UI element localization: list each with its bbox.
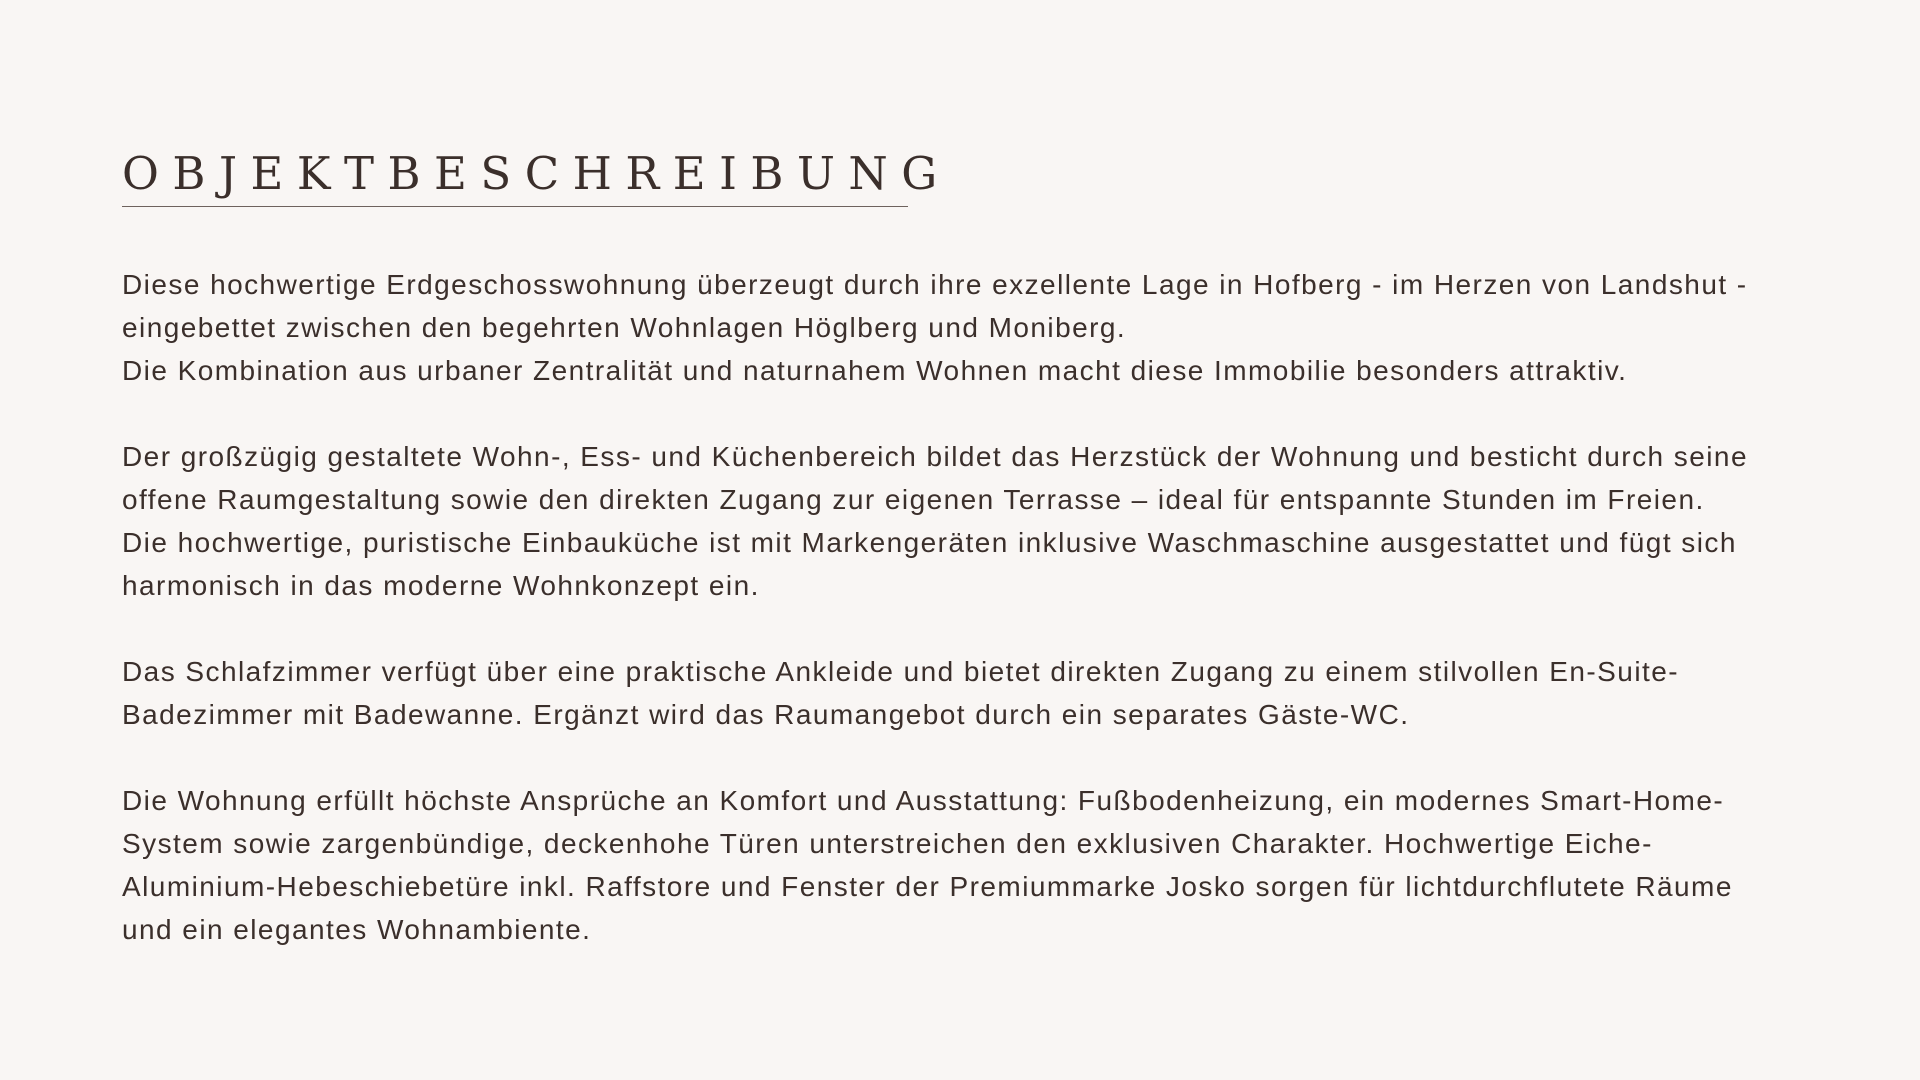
paragraph-features	[122, 779, 1822, 951]
content-area	[122, 148, 1822, 994]
paragraph-location	[122, 263, 1822, 392]
text-line: Die Wohnung erfüllt höchste Ansprüche an Komfort und Ausstattung: Fußbodenheizung, ein modernes Smart-Home-	[122, 785, 1725, 816]
text-line: offene Raumgestaltung sowie den direkten Zugang zur eigenen Terrasse – ideal für entspannte Stunden im Freien.	[122, 484, 1705, 515]
text-line: System sowie zargenbündige, deckenhohe Türen unterstreichen den exklusiven Charakter. Hochwertige Eiche-	[122, 828, 1653, 859]
text-line: und ein elegantes Wohnambiente.	[122, 914, 592, 945]
text-line: Badezimmer mit Badewanne. Ergänzt wird das Raumangebot durch ein separates Gäste-WC.	[122, 699, 1410, 730]
paragraph-living-area	[122, 435, 1822, 607]
page-title: OBJEKTBESCHREIBUNG	[122, 147, 951, 200]
text-line: Diese hochwertige Erdgeschosswohnung überzeugt durch ihre exzellente Lage in Hofberg - im Herzen von Landshut -	[122, 269, 1748, 300]
text-line: Die Kombination aus urbaner Zentralität und naturnahem Wohnen macht diese Immobilie besonders attraktiv.	[122, 355, 1628, 386]
paragraph-bedroom	[122, 650, 1822, 736]
text-line: eingebettet zwischen den begehrten Wohnlagen Höglberg und Moniberg.	[122, 312, 1127, 343]
text-line: Das Schlafzimmer verfügt über eine praktische Ankleide und bietet direkten Zugang zu einem stilvollen En-Suite-	[122, 656, 1680, 687]
text-line: Aluminium-Hebeschiebetüre inkl. Raffstore und Fenster der Premiummarke Josko sorgen für lichtdurchflutete Räume	[122, 871, 1733, 902]
text-line: Die hochwertige, puristische Einbauküche ist mit Markengeräten inklusive Waschmaschine ausgestattet und fügt sich	[122, 527, 1737, 558]
title-underline	[122, 147, 951, 207]
text-line: harmonisch in das moderne Wohnkonzept ein.	[122, 570, 760, 601]
text-line: Der großzügig gestaltete Wohn-, Ess- und Küchenbereich bildet das Herzstück der Wohnung und besticht durch seine	[122, 441, 1748, 472]
description-body	[122, 263, 1822, 951]
